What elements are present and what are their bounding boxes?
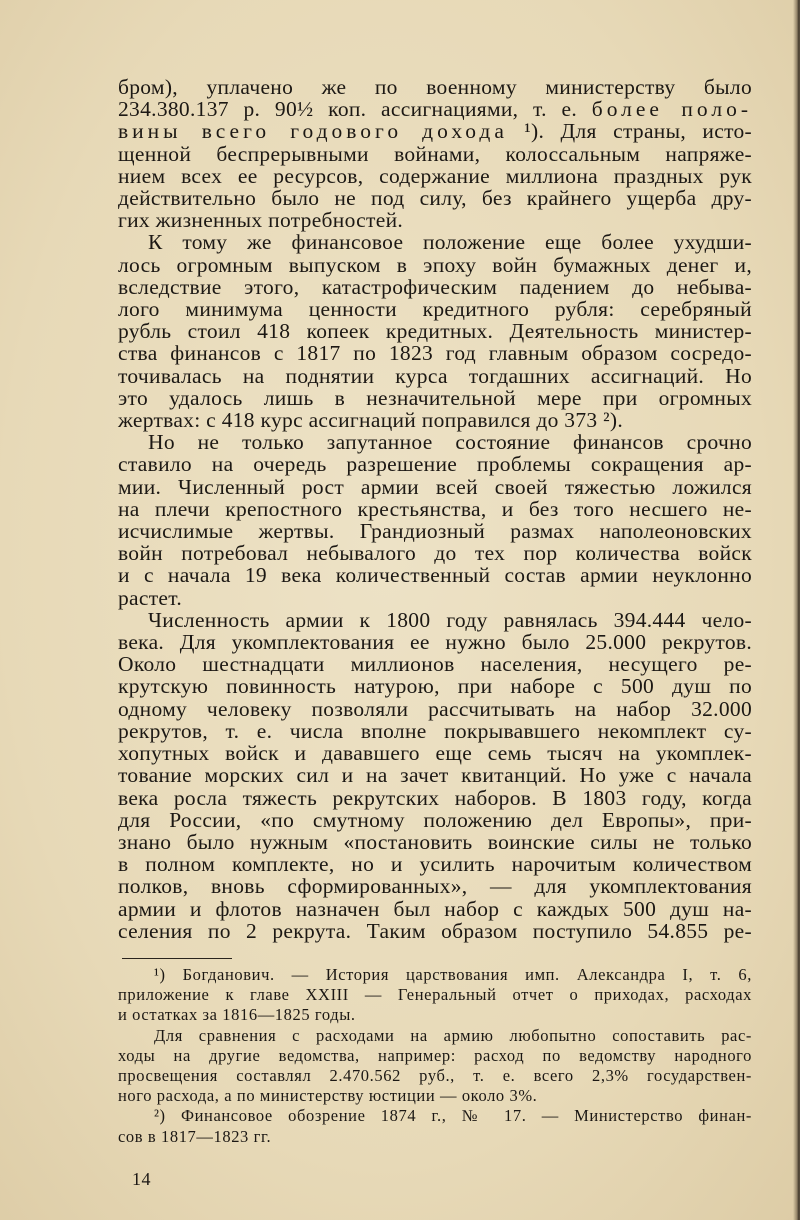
footnote-line: сов в 1817—1823 гг. (118, 1126, 272, 1146)
paragraph (118, 609, 752, 942)
page-number: 14 (132, 1169, 151, 1189)
body-line: тование морских сил и на зачет квитанций. Но уже с начала (118, 763, 752, 788)
spaced-emphasis: более поло- (591, 97, 752, 122)
body-text (118, 76, 752, 942)
body-line: это удалось лишь в незначительной мере при огромных (118, 385, 752, 410)
body-line: К тому же финансовое положение еще более ухудши- (148, 230, 752, 255)
body-line: на плечи крепостного крестьянства, и без того несшего не- (118, 496, 752, 521)
body-line: жертвах: с 418 курс ассигнаций поправился до 373 ²). (118, 408, 623, 433)
body-line: нием всех ее ресурсов, содержание миллиона праздных рук (118, 163, 752, 188)
body-line: одному человеку позволяли рассчитывать на набор 32.000 (118, 696, 752, 721)
body-line: знано было нужным «постановить воинские силы не только (118, 829, 752, 854)
footnote (118, 1106, 752, 1146)
body-line: ставило на очередь разрешение проблемы сокращения ар- (118, 452, 752, 477)
body-line (118, 120, 752, 142)
body-line: точивалась на поднятии курса тогдашних ассигнаций. Но (118, 363, 752, 388)
body-line: в полном комплекте, но и усилить нарочитым количеством (118, 852, 752, 877)
footnote-line: и остатках за 1816—1825 годы. (118, 1005, 356, 1025)
paragraph (118, 231, 752, 431)
body-line: для России, «по смутному положению дел Европы», при- (118, 807, 752, 832)
body-line: хопутных войск и дававшего еще семь тысяч на укомплек- (118, 741, 752, 766)
body-line: мии. Численный рост армии всей своей тяжестью ложился (118, 474, 752, 499)
footnote-line: ходы на другие ведомства, например: расход по ведомству народного (118, 1045, 752, 1065)
body-line: рубль стоил 418 копеек кредитных. Деятельность министер- (118, 319, 752, 344)
body-line: рекрутов, т. е. числа вполне покрывавшего некомплект су- (118, 718, 752, 743)
footnotes (118, 965, 752, 1147)
footnote-line: Для сравнения с расходами на армию любопытно сопоставить рас- (154, 1025, 752, 1045)
footnote-line: приложение к главе XXIII — Генеральный отчет о приходах, расходах (118, 985, 752, 1005)
body-line: действительно было не под силу, без крайнего ущерба дру- (118, 186, 752, 211)
text-run-with-footnote-ref: ¹). Для страны, исто- (507, 119, 752, 144)
page-edge-shadow (793, 0, 800, 1220)
body-line: Численность армии к 1800 году равнялась 394.444 чело- (148, 607, 752, 632)
body-line: века росла тяжесть рекрутских наборов. В 1803 году, когда (118, 785, 752, 810)
body-line: гих жизненных потребностей. (118, 208, 404, 233)
footnote-line: просвещения составлял 2.470.562 руб., т. е. всего 2,3% государствен- (118, 1066, 752, 1086)
body-line: армии и флотов назначен был набор с каждых 500 душ на- (118, 896, 752, 921)
footnote-line: ²) Финансовое обозрение 1874 г., № 17. — Министерство финан- (154, 1106, 752, 1126)
body-line: крутскую повинность натурою, при наборе с 500 душ по (118, 674, 752, 699)
paragraph (118, 431, 752, 609)
footnote (118, 1026, 752, 1107)
footnote-line: ¹) Богданович. — История царствования имп. Александра I, т. 6, (154, 965, 752, 984)
body-line: ства финансов с 1817 по 1823 год главным образом сосредо- (118, 341, 752, 366)
footnote-line: ного расхода, а по министерству юстиции — около 3%. (118, 1086, 538, 1106)
body-line: века. Для укомплектования ее нужно было 25.000 рекрутов. (118, 630, 752, 655)
body-line: селения по 2 рекрута. Таким образом поступило 54.855 ре- (118, 918, 752, 943)
body-line: щенной беспрерывными войнами, колоссальным напряже- (118, 141, 752, 166)
body-line: и с начала 19 века количественный состав армии неуклонно (118, 563, 752, 588)
footnote (118, 965, 752, 1026)
paragraph (118, 76, 752, 231)
body-line: бром), уплачено же по военному министерству было (118, 75, 752, 99)
body-line: полков, вновь сформированных», — для укомплектования (118, 874, 752, 899)
footnote-separator (122, 958, 232, 959)
body-line: вследствие этого, катастрофическим падением до небыва- (118, 274, 752, 299)
body-line: Около шестнадцати миллионов населения, несущего ре- (118, 652, 752, 677)
body-line: лось огромным выпуском в эпоху войн бумажных денег и, (118, 252, 752, 277)
body-line: лого минимума ценности кредитного рубля: серебряный (118, 297, 752, 322)
body-line: войн потребовал небывалого до тех пор количества войск (118, 541, 752, 566)
spaced-emphasis: вины всего годового дохода (118, 119, 508, 144)
body-line (118, 98, 752, 120)
body-line: Но не только запутанное состояние финансов срочно (148, 430, 752, 455)
text-run: 234.380.137 р. 90½ коп. ассигнациями, т. е. (118, 97, 592, 122)
body-line: растет. (118, 585, 183, 610)
body-line: исчислимые жертвы. Грандиозный размах наполеоновских (118, 519, 752, 544)
